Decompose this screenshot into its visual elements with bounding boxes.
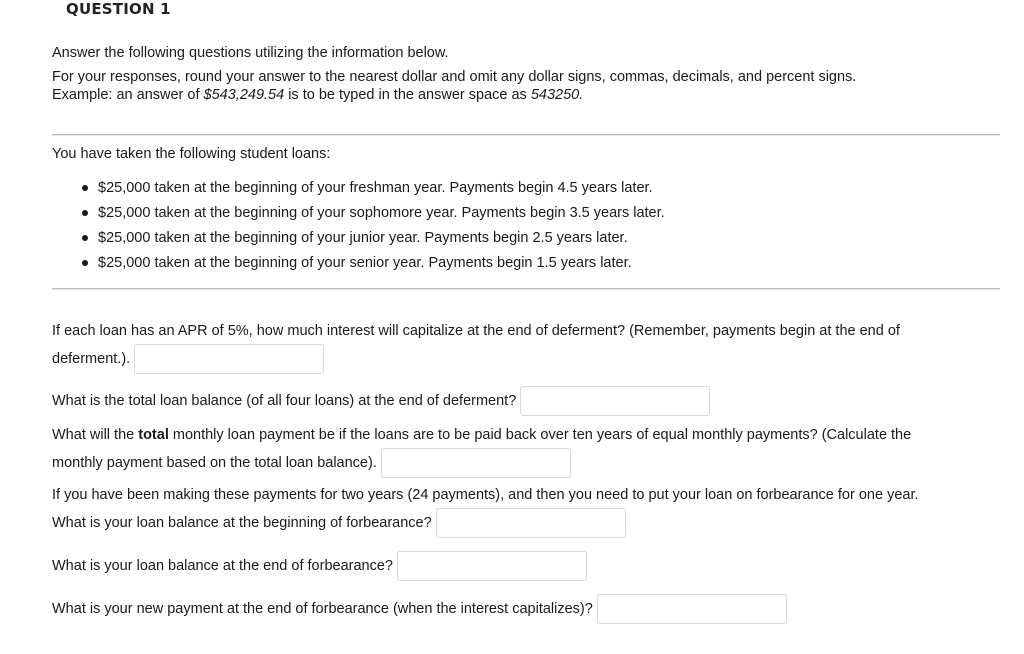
question-4-text-line-2: What is your loan balance at the beginning of forbearance? [52,514,432,531]
instructions-line-1: Answer the following questions utilizing the information below. [52,45,449,61]
question-2-text: What is the total loan balance (of all four loans) at the end of deferment? [52,392,517,409]
list-item [0,251,665,276]
question-3 [52,422,911,478]
answer-input-2[interactable] [520,386,710,416]
loan-text: $25,000 taken at the beginning of your freshman year. Payments begin 4.5 years later. [98,180,653,196]
bullet-icon [82,260,88,266]
answer-input-6[interactable] [597,594,787,624]
question-4-text-line-1: If you have been making these payments for two years (24 payments), and then you need to put your loan on forbearance for one year. [52,487,919,503]
question-2 [52,386,710,416]
question-4-line-2 [52,508,919,538]
instructions-line-3 [52,86,583,104]
loans-heading: You have taken the following student loans: [52,146,331,162]
bullet-icon [82,210,88,216]
question-3-line-2 [52,448,911,478]
question-title: QUESTION 1 [66,0,171,18]
divider-top [52,134,1000,136]
bullet-icon [82,185,88,191]
example-prefix: Example: an answer of [52,87,204,103]
divider-bottom [52,288,1000,290]
list-item [0,201,665,226]
question-6-text: What is your new payment at the end of forbearance (when the interest capitalizes)? [52,600,593,617]
example-mid: is to be typed in the answer space as [284,87,531,103]
question-1-text-line-1: If each loan has an APR of 5%, how much interest will capitalize at the end of deferment? (Remember, payments begin at the end of [52,323,900,339]
answer-input-5[interactable] [397,551,587,581]
question-5-text: What is your loan balance at the end of forbearance? [52,557,393,574]
answer-input-1[interactable] [134,344,324,374]
question-5 [52,551,587,581]
question-3-line-1 [52,422,911,448]
question-3-text-bold: total [138,427,169,443]
instructions-line-2: For your responses, round your answer to the nearest dollar and omit any dollar signs, commas, decimals, and percent signs. [52,69,857,85]
question-1-text-line-2: deferment.). [52,350,131,367]
loan-text: $25,000 taken at the beginning of your junior year. Payments begin 2.5 years later. [98,230,628,246]
loan-text: $25,000 taken at the beginning of your sophomore year. Payments begin 3.5 years later. [98,205,665,221]
question-6 [52,594,787,624]
example-answer: 543250. [530,87,584,103]
answer-input-3[interactable] [381,448,571,478]
question-3-text-post: monthly loan payment be if the loans are to be paid back over ten years of equal monthly payments? (Calculate the [168,427,912,443]
bullet-icon [82,235,88,241]
question-3-text-line-2: monthly payment based on the total loan balance). [52,454,377,471]
question-4 [52,482,919,538]
question-3-text-pre: What will the [52,427,139,443]
question-1 [52,318,900,374]
loan-text: $25,000 taken at the beginning of your senior year. Payments begin 1.5 years later. [98,255,632,271]
example-value: $543,249.54 [203,87,285,103]
loan-list [0,176,665,276]
answer-input-4[interactable] [436,508,626,538]
list-item [0,176,665,201]
list-item [0,226,665,251]
question-1-line-2 [52,344,900,374]
